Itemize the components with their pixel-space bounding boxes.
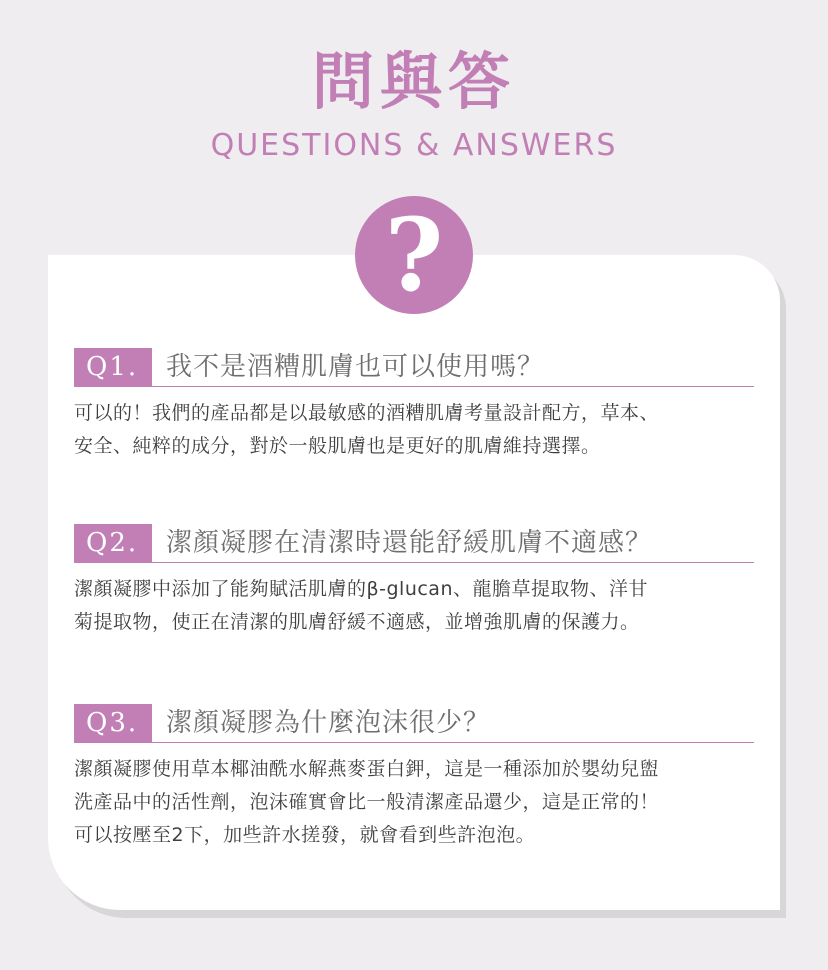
qa-item-3 (74, 704, 754, 852)
question-row (74, 524, 754, 563)
question-mark-icon: ? (355, 196, 473, 314)
answer-line: 可以按壓至2下，加些許水搓發，就會看到些許泡泡。 (74, 824, 536, 846)
answer-line: 潔顏凝膠中添加了能夠賦活肌膚的β-glucan、龍膽草提取物、洋甘 (74, 578, 648, 600)
question-text: 潔顏凝膠在清潔時還能舒緩肌膚不適感？ (166, 528, 653, 558)
question-text: 我不是酒糟肌膚也可以使用嗎？ (166, 352, 545, 382)
question-number-badge: Q3. (74, 704, 152, 742)
page-subtitle: QUESTIONS & ANSWERS (210, 128, 618, 163)
qa-item-2 (74, 524, 754, 639)
answer-line: 洗產品中的活性劑，泡沫確實會比一般清潔產品還少，這是正常的！ (74, 791, 660, 813)
question-number-badge: Q1. (74, 348, 152, 386)
qa-item-1 (74, 348, 754, 463)
answer-line: 菊提取物，使正在清潔的肌膚舒緩不適感，並增強肌膚的保護力。 (74, 611, 640, 633)
answer-text (74, 753, 754, 852)
answer-line: 潔顏凝膠使用草本椰油酰水解燕麥蛋白鉀，這是一種添加於嬰幼兒盥 (74, 758, 660, 780)
answer-text (74, 397, 754, 463)
question-text: 潔顏凝膠為什麼泡沫很少？ (166, 708, 491, 738)
question-row (74, 348, 754, 387)
answer-line: 可以的！我們的產品都是以最敏感的酒糟肌膚考量設計配方，草本、 (74, 402, 660, 424)
question-row (74, 704, 754, 743)
question-number-badge: Q2. (74, 524, 152, 562)
page-title: 問與答 (311, 45, 516, 118)
answer-line: 安全、純粹的成分，對於一般肌膚也是更好的肌膚維持選擇。 (74, 435, 601, 457)
answer-text (74, 573, 754, 639)
